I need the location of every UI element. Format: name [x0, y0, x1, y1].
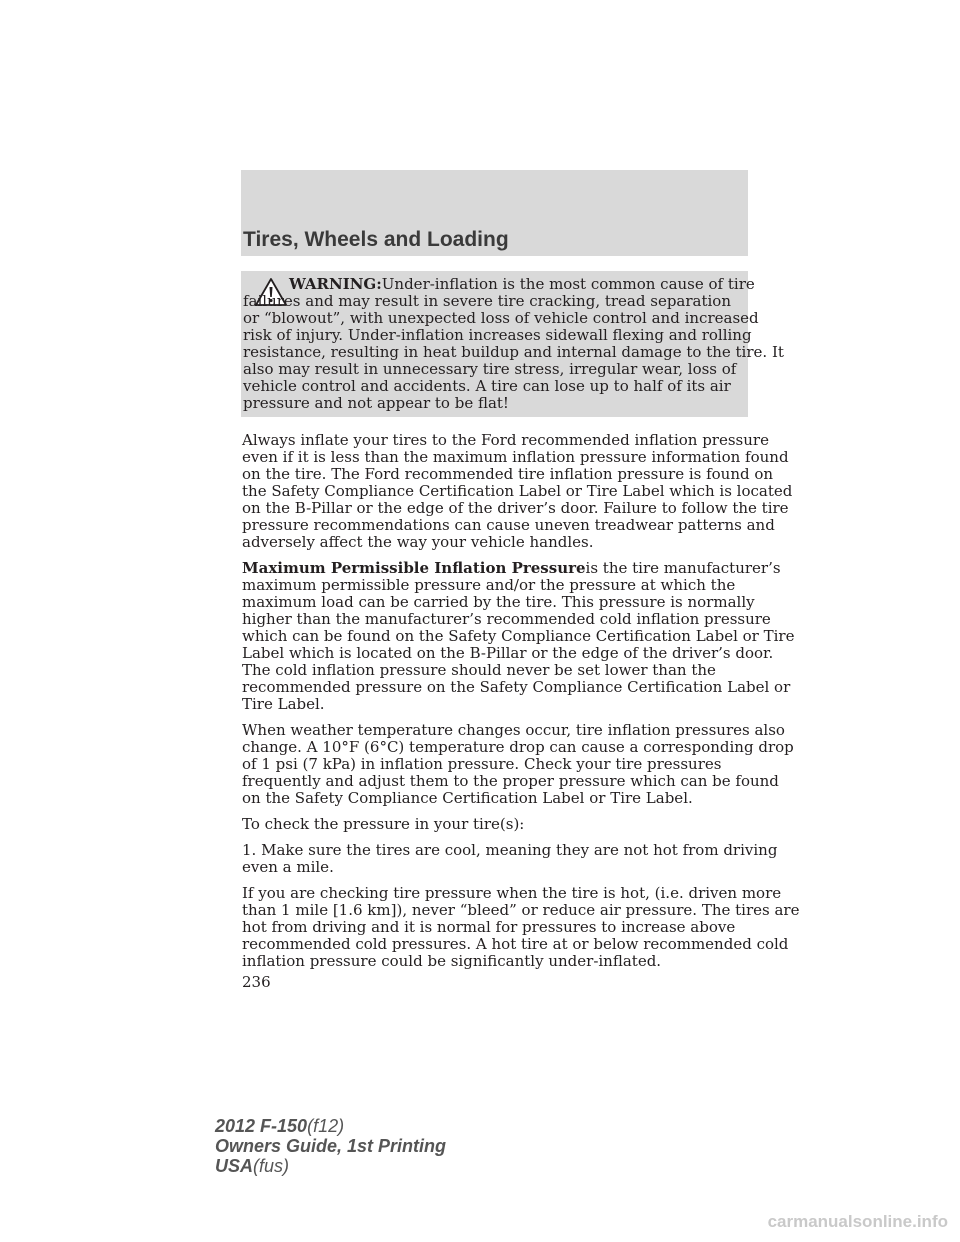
footer-line-market — [215, 1156, 446, 1176]
section-title: Tires, Wheels and Loading — [243, 228, 509, 251]
warning-line: also may result in unnecessary tire stress, irregular wear, loss of — [243, 360, 737, 378]
text-line: even if it is less than the maximum inflation pressure information found — [242, 448, 789, 466]
warning-line: or “blowout”, with unexpected loss of vehicle control and increased — [243, 309, 759, 327]
text-line: on the Safety Compliance Certification Label or Tire Label. — [242, 789, 693, 807]
text-line: maximum permissible pressure and/or the pressure at which the — [242, 576, 736, 594]
watermark: carmanualsonline.info — [767, 1212, 948, 1231]
warning-line-text: Under-inflation is the most common cause of tire — [381, 275, 755, 293]
text-line: the Safety Compliance Certification Label or Tire Label which is located — [242, 482, 793, 500]
text-line: on the tire. The Ford recommended tire inflation pressure is found on — [242, 465, 774, 483]
text-line: on the B-Pillar or the edge of the driver’s door. Failure to follow the tire — [242, 499, 789, 517]
text-line: Label which is located on the B-Pillar or the edge of the driver’s door. — [242, 644, 774, 662]
warning-line: pressure and not appear to be flat! — [243, 394, 509, 412]
text-line: hot from driving and it is normal for pressures to increase above — [242, 918, 736, 936]
term-max-permissible-pressure: Maximum Permissible Inflation Pressure — [242, 559, 586, 577]
text-line-rest: is the tire manufacturer’s — [585, 559, 781, 577]
text-line: recommended pressure on the Safety Compliance Certification Label or — [242, 678, 791, 696]
text-line: 1. Make sure the tires are cool, meaning they are not hot from driving — [242, 841, 778, 859]
warning-line: risk of injury. Under-inflation increases sidewall flexing and rolling — [243, 326, 752, 344]
paragraph-hot-tire — [242, 884, 800, 970]
text-line: inflation pressure could be significantly under-inflated. — [242, 952, 662, 970]
warning-label: WARNING: — [289, 275, 382, 293]
text-line: pressure recommendations can cause uneven treadwear patterns and — [242, 516, 775, 534]
text-line: The cold inflation pressure should never be set lower than the — [242, 661, 716, 679]
text-line: of 1 psi (7 kPa) in inflation pressure. Check your tire pressures — [242, 755, 722, 773]
paragraph-check-pressure-intro — [242, 816, 752, 833]
warning-line: resistance, resulting in heat buildup and internal damage to the tire. It — [243, 343, 784, 361]
paragraph-max-permissible-pressure — [242, 559, 795, 713]
text-line — [242, 559, 781, 577]
text-line: recommended cold pressures. A hot tire at or below recommended cold — [242, 935, 789, 953]
warning-line: vehicle control and accidents. A tire can lose up to half of its air — [243, 377, 731, 395]
warning-line: failures and may result in severe tire cracking, tread separation — [243, 292, 731, 310]
text-line: than 1 mile [1.6 km]), never “bleed” or reduce air pressure. The tires are — [242, 901, 800, 919]
text-line: maximum load can be carried by the tire. This pressure is normally — [242, 593, 755, 611]
text-line: even a mile. — [242, 858, 334, 876]
text-line: If you are checking tire pressure when the tire is hot, (i.e. driven more — [242, 884, 782, 902]
page-number: 236 — [242, 973, 271, 991]
text-line: higher than the manufacturer’s recommended cold inflation pressure — [242, 610, 771, 628]
text-line: To check the pressure in your tire(s): — [242, 815, 525, 833]
print-footer — [215, 1116, 446, 1176]
footer-line-model — [215, 1116, 446, 1136]
warning-text — [243, 276, 784, 412]
text-line: When weather temperature changes occur, tire inflation pressures also — [242, 721, 785, 739]
footer-model-code: (f12) — [307, 1116, 345, 1136]
footer-market: USA — [215, 1156, 254, 1176]
footer-market-code: (fus) — [253, 1156, 290, 1176]
text-line: change. A 10°F (6°C) temperature drop can cause a corresponding drop — [242, 738, 794, 756]
footer-line-edition: Owners Guide, 1st Printing — [215, 1136, 447, 1156]
text-line: Always inflate your tires to the Ford recommended inflation pressure — [242, 431, 769, 449]
paragraph-step-1 — [242, 841, 778, 876]
paragraph-inflate-recommended — [242, 431, 793, 551]
paragraph-temperature-changes — [242, 721, 794, 807]
warning-box — [241, 271, 784, 417]
footer-model: 2012 F-150 — [215, 1116, 308, 1136]
text-line: frequently and adjust them to the proper pressure which can be found — [242, 772, 779, 790]
text-line: which can be found on the Safety Compliance Certification Label or Tire — [242, 627, 795, 645]
body-text — [242, 431, 800, 979]
text-line: Tire Label. — [242, 695, 325, 713]
text-line: adversely affect the way your vehicle handles. — [242, 533, 594, 551]
warning-line — [243, 276, 784, 293]
